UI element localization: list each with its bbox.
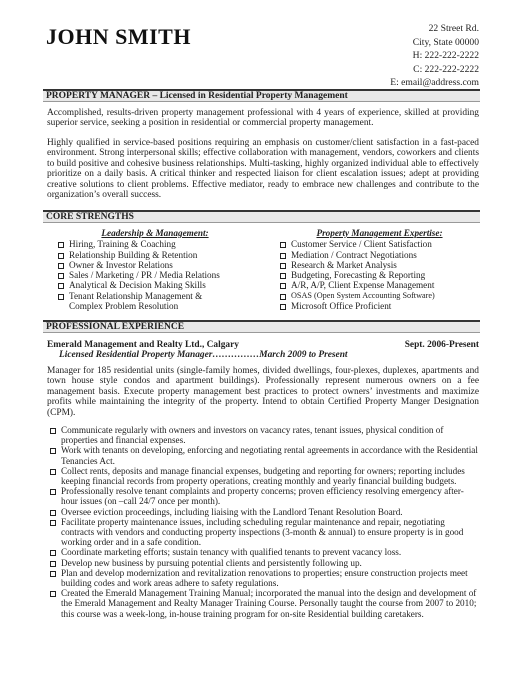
contact-block [390,22,479,90]
list-item: Collect rents, deposits and manage financial expenses, budgeting and reporting for owners; reporting includes keeping financial records from property operations, creating monthly and yearly financial building budgets. [47,466,479,486]
list-item: Coordinate marketing efforts; sustain tenancy with qualified tenants to prevent vacancy loss. [47,547,479,557]
list-item: Communicate regularly with owners and investors on vacancy rates, tenant issues, physical condition of properties and financial expenses. [47,425,479,445]
expertise-list [277,239,482,311]
list-item: Plan and develop modernization and revitalization renovations to properties; ensure construction projects meet building codes and work areas adhere to safety regulations. [47,568,479,588]
address-line-1: 22 Street Rd. [428,23,479,34]
experience-summary: Manager for 185 residential units (single-family homes, divided dwellings, four-plexes, duplexes, apartments and town house style condos and apartment buildings). Professionally represent numerous owners on a fee management basis. Execute property management best practices to protect owners’ investments and maximize profits while maintaining the integrity of the property. Intend to obtain Certified Property Manger Designation (CPM). [47,366,479,418]
list-item: A/R, A/P, Client Expense Management [277,280,482,290]
list-item: Tenant Relationship Management & Complex Problem Resolution [55,291,229,312]
company-dates: Sept. 2006-Present [404,340,479,350]
list-item: Relationship Building & Retention [55,250,255,260]
expertise-heading: Property Management Expertise: [316,228,443,238]
leadership-list [55,239,255,311]
list-item: Research & Market Analysis [277,260,482,270]
leadership-column [55,228,255,311]
objective-heading: PROPERTY MANAGER – Licensed in Residential Property Management [43,89,480,102]
expertise-column [277,228,482,311]
list-item: OSAS (Open System Accounting Software) [277,291,482,301]
list-item: Professionally resolve tenant complaints and property concerns; proven efficiency resolving emergency after-hour issues (on –call 24/7 once per month). [47,486,479,506]
core-strengths-heading: CORE STRENGTHS [43,210,480,223]
list-item: Budgeting, Forecasting & Reporting [277,270,482,280]
list-item: Oversee eviction proceedings, including liaising with the Landlord Tenant Resolution Board. [47,507,479,517]
experience-bullets [47,425,479,619]
objective-paragraph-1: Accomplished, results-driven property management professional with 4 years of experience, skilled at providing superior service, seeking a position in residential or commercial property management. [47,108,479,129]
list-item: Develop new business by pursuing potential clients and persistently following up. [47,558,479,568]
list-item: Hiring, Training & Coaching [55,239,255,249]
list-item: Customer Service / Client Satisfaction [277,239,482,249]
cell-phone: C: 222-222-2222 [413,63,479,75]
objective-paragraph-2: Highly qualified in service-based positions requiring an emphasis on customer/client satisfaction in a fast-paced environment. Strong interpersonal skills; effective collaboration with management, vendors, coworkers and clients to build positive and cohesive business relationships. Multi-tasking, highly organized individual able to effectively prioritize on a daily basis. A critical thinker and respected liaison for client escalation issues; adept at providing creative solutions to client problems. Effective mediator, ready to embrace new challenges and contribute to the organization’s overall success. [47,138,479,201]
list-item: Analytical & Decision Making Skills [55,280,255,290]
company-line [47,340,479,350]
leadership-heading: Leadership & Management: [101,228,209,238]
address-line-2: City, State 00000 [412,36,479,48]
list-item: Mediation / Contract Negotiations [277,250,482,260]
email: E: email@address.com [390,77,479,89]
list-item: Owner & Investor Relations [55,260,255,270]
home-phone: H: 222-222-2222 [412,50,479,62]
company-name: Emerald Management and Realty Ltd., Calgary [47,340,239,350]
list-item: Work with tenants on developing, enforcing and negotiating rental agreements in accordance with the Residential Tenancies Act. [47,445,479,465]
list-item: Facilitate property maintenance issues, including scheduling regular maintenance and repair, negotiating contracts with vendors and conducting property inspections (3-month & annual) to ensure property is in good working order and in a safe condition. [47,517,479,548]
list-item: Sales / Marketing / PR / Media Relations [55,270,255,280]
experience-heading: PROFESSIONAL EXPERIENCE [43,320,480,333]
role-line: Licensed Residential Property Manager……………March 2009 to Present [59,350,348,360]
list-item: Microsoft Office Proficient [277,301,482,311]
list-item: Created the Emerald Management Training Manual; incorporated the manual into the design and development of the Emerald Management and Realty Manager Training Course. Personally taught the course from 2007 to 2010; this course was a week-long, in-house training program for on-site Residential building caretakers. [47,588,479,619]
candidate-name: JOHN SMITH [46,24,191,49]
